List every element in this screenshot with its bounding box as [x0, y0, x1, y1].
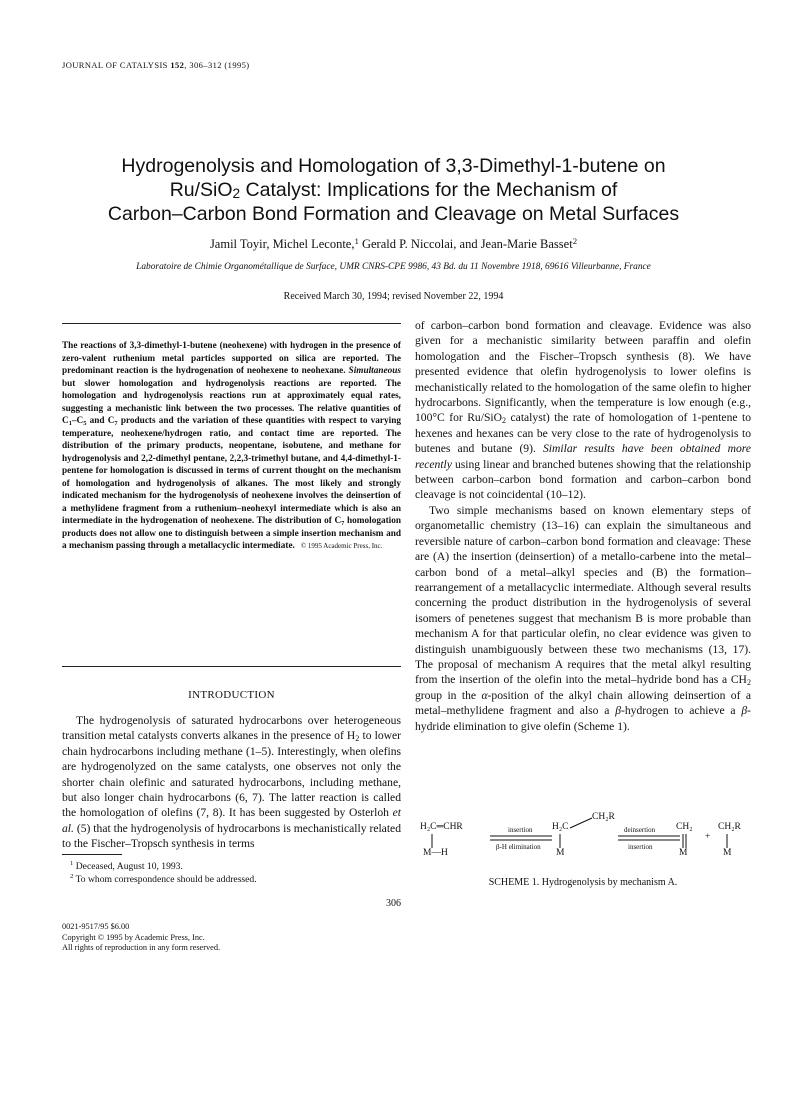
scheme-label-beta-h-elimination: β-H elimination [496, 843, 541, 851]
scheme-intermediate-metal: M [556, 848, 565, 858]
affiliation: Laboratoire de Chimie Organométallique de Surface, UMR CNRS-CPE 9986, 43 Bd. du 11 Novembre 1918, 69616 Villeurbanne, France [136, 262, 651, 272]
journal-pages: 306–312 (1995) [189, 60, 250, 70]
right-column-text: of carbon–carbon bond formation and cleavage. Evidence was also given for a mechanistic similarity between paraffin and olefin homologation and the Fischer–Tropsch synthesis (8). We have presented evidence that olefin hydrogenolysis to lower olefins is mechanistically related to the homologation of the same olefin to higher hydrocarbons. Significantly, when the temperature is low enough (e.g., 100°C for Ru/SiO$_2$ catalyst) the rate of homologation of 1-pentene to hexenes and hexanes can be very close to the rate of hydrogenolysis to butenes and butane (9). Similar results have been obtained more recently using linear and branched butenes showing that the relationship between carbon–carbon bond formation and carbon–carbon bond cleavage is not coincidental (10–12). Two simple mechanisms based on known elementary steps of organometallic chemistry (13–16) can explain the simultaneous and reversible nature of carbon–carbon bond formation and cleavage: These are (A) the insertion (deinsertion) of a metallo-carbene into the metal–carbon bond of a metal–alkyl species and (B) the formation–rearrangement of a metallacyclic intermediate. Although several results concerning the product distribution in the hydrogenolysis of several isomers of penetenes suggest that mechanism B is more probable than mechanism A for that particular olefin, no clear evidence was given to distinguish unambiguously between these two mechanisms (13, 17). The proposal of mechanism A requires that the metal alkyl resulting from the insertion of the olefin into the metal–hydride bond has a $CH_2$ group in the α-position of the alkyl chain allowing deinsertion of a metal–methylidene fragment and also a β-hydrogen to achieve a β-hydride elimination to give olefin (Scheme 1). [415, 319, 751, 733]
scheme-product-metal-1: M [679, 848, 688, 858]
abstract-top-rule [62, 323, 401, 324]
scheme-reactant-olefin: H₂C═CHR [420, 822, 463, 832]
scheme-intermediate-ch2r: CH₂R [592, 812, 615, 822]
abstract-copyright: © 1995 Academic Press, Inc. [300, 542, 383, 550]
scheme-label-deinsertion: deinsertion [624, 826, 656, 834]
footnote-rule [62, 854, 122, 855]
copyright-block: 0021-9517/95 $6.00 Copyright © 1995 by Academic Press, Inc. All rights of reproduction in any form reserved. [62, 922, 221, 952]
abstract: The reactions of 3,3-dimethyl-1-butene (neohexene) with hydrogen in the presence of zero-valent ruthenium metal particles supported on silica are reported. The predominant reaction is the hydrogenation of neohexene to neohexane. Simultaneous but slower homologation and hydrogenolysis reactions are reported. The homologation and hydrogenolysis reactions run at approximately equal rates, suggesting a mechanistic link between the two processes. The relative quantities of $C_1-C_5$ and $C_7$ products and the variation of these quantities with respect to varying temperature, neohexene/hydrogen ratio, and contact time are reported. The distribution of the primary products, neopentane, isobutene, and methane for hydrogenolysis and 2,2-dimethyl pentane, 2,2,3-trimethyl butane, and 4,4-dimethyl-1-pentene for homologation is discussed in terms of current thought on the mechanism of homologation and hydrogenolysis of alkanes. The most likely and strongly indicated mechanism for the hydrogenolysis of neohexene involves the deinsertion of a methylidene fragment from a ruthenium–neohexyl intermediate which is also an intermediate in the hydrogenation of neohexene. The distribution of $C_7$ homologation products does not allow one to distinguish between a simple insertion mechanism and a mechanism passing through a metallacyclic intermediate. © 1995 Academic Press, Inc. [62, 341, 402, 551]
scheme-product-alkyl: CH₂R [718, 822, 741, 832]
scheme-label-insertion-2: insertion [628, 843, 653, 851]
journal-citation: JOURNAL OF CATALYSIS 152, 306–312 (1995) [62, 60, 250, 70]
author-list: Jamil Toyir, Michel Leconte,$^1$ Gerald P. Niccolai, and Jean-Marie Basset$^2$ [209, 236, 578, 251]
scheme-reactant-hydride: M—H [423, 848, 448, 858]
scheme-product-methylidene: CH₂ [676, 822, 693, 832]
journal-volume: 152 [170, 60, 185, 70]
scheme-caption: SCHEME 1. Hydrogenolysis by mechanism A. [488, 877, 678, 888]
title-line-3: Carbon–Carbon Bond Formation and Cleavage on Metal Surfaces [107, 203, 680, 225]
section-heading-introduction: INTRODUCTION [188, 689, 275, 701]
scheme-plus: + [705, 832, 711, 842]
article-title [40, 154, 747, 226]
journal-name: JOURNAL OF CATALYSIS [62, 60, 168, 70]
footnotes: $^1$ Deceased, August 10, 1993. $^2$ To whom correspondence should be addressed. [70, 860, 257, 885]
title-line-1: Hydrogenolysis and Homologation of 3,3-Dimethyl-1-butene on [121, 155, 666, 177]
scheme-1-diagram [420, 812, 756, 868]
scheme-product-metal-2: M [723, 848, 732, 858]
scheme-intermediate-h2c: H₂C [552, 822, 569, 832]
intro-paragraph: The hydrogenolysis of saturated hydrocarbons over heterogeneous transition metal catalysts converts alkanes in the presence of $H_2$ to lower chain hydrocarbons including methane (1–5). Interestingly, when olefins are hydrogenolyzed on the same catalysts, one observes not only the shorter chain olefinic and saturated hydrocarbons, including methane, but also longer chain hydrocarbons (6, 7). The latter reaction is called the homologation of olefins (7, 8). It has been suggested by Osterloh et al. (5) that the hydrogenolysis of hydrocarbons is mechanistically related to the Fischer–Tropsch synthesis in terms [62, 714, 402, 851]
page-number: 306 [386, 898, 401, 909]
received-dates: Received March 30, 1994; revised November 22, 1994 [283, 291, 504, 302]
abstract-bottom-rule [62, 666, 401, 667]
title-line-2: Ru/SiO$_2$ Catalyst: Implications for the Mechanism of [169, 179, 618, 201]
scheme-label-insertion: insertion [508, 826, 533, 834]
